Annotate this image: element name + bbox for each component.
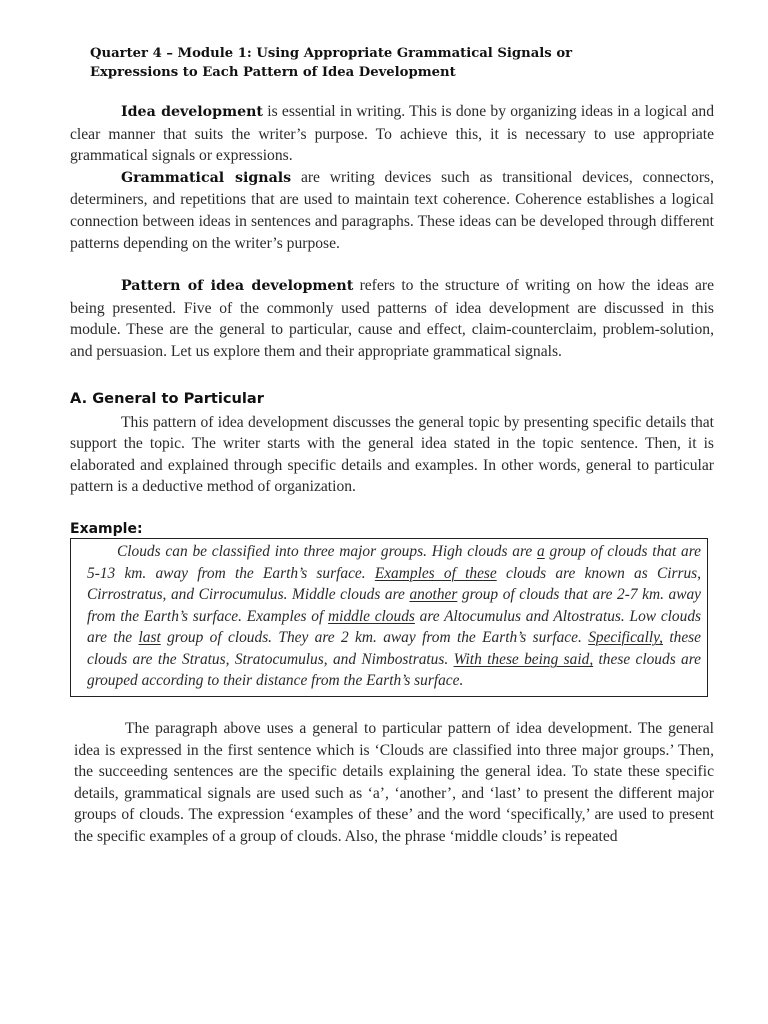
paragraph-grammatical-signals: [70, 167, 714, 254]
paragraph-pattern-of-idea-development: [70, 275, 714, 362]
module-title-line-2: Expressions to Each Pattern of Idea Development: [90, 65, 456, 80]
term-idea-development: Idea development: [121, 104, 263, 120]
example-text: Clouds can be classified into three major groups. High clouds are: [117, 542, 538, 560]
paragraph-general-to-particular: This pattern of idea development discusses the general topic by presenting specific details that support the topic. The writer starts with the general idea stated in the topic sentence. Then, it is elaborated and explained through specific details and examples. In other words, general to particular pattern is a deductive method of organization.: [70, 413, 714, 496]
example-text: group of clouds that are 2-7 km. away from the Earth’s surface. Examples of: [87, 586, 701, 625]
example-text: these clouds are grouped according to their distance from the Earth’s surface.: [87, 650, 701, 690]
term-pattern-of-idea-development: Pattern of idea development: [121, 278, 354, 295]
section-heading-general-to-particular: A. General to Particular: [70, 389, 264, 407]
underlined-signal: With these being said,: [453, 650, 594, 668]
example-label: Example:: [70, 520, 143, 537]
module-title: [90, 44, 714, 82]
example-text: group of clouds. They are 2 km. away from the Earth’s surface.: [160, 629, 589, 647]
module-title-line-1: Quarter 4 – Module 1: Using Appropriate Grammatical Signals or: [90, 46, 573, 61]
example-paragraph: [87, 541, 701, 692]
paragraph-text: is essential in writing. This is done by organizing ideas in a logical and clear manner that suits the writer’s purpose. To achieve this, it is necessary to use appropriate grammatical signals or expressions.: [70, 103, 714, 165]
underlined-signal: a: [537, 542, 545, 560]
example-box: [70, 538, 708, 697]
paragraph-example-explanation: The paragraph above uses a general to particular pattern of idea development. The general idea is expressed in the first sentence which is ‘Clouds are classified into three major groups.’ Then, the succeeding sentences are the specific details explaining the general idea. To state these specific details, grammatical signals are used such as ‘a’, ‘another’, and ‘last’ to present the different major groups of clouds. The expression ‘examples of these’ and the word ‘specifically,’ are used to present the specific examples of a group of clouds. Also, the phrase ‘middle clouds’ is repeated: [74, 720, 714, 846]
underlined-signal: middle clouds: [328, 607, 415, 625]
paragraph-text: are writing devices such as transitional devices, connectors, determiners, and repetitions that are used to maintain text coherence. Coherence establishes a logical connection between ideas in sentences and paragraphs. These ideas can be developed through different patterns depending on the writer’s purpose.: [70, 168, 715, 252]
underlined-signal: Examples of these: [374, 564, 497, 582]
term-grammatical-signals: Grammatical signals: [121, 169, 292, 186]
example-text: clouds are known as Cirrus, Cirrostratus, and Cirrocumulus. Middle clouds are: [87, 564, 701, 604]
example-text: these clouds are the Stratus, Stratocumulus, and Nimbostratus.: [87, 629, 701, 668]
underlined-signal: another: [409, 586, 458, 604]
example-text: group of clouds that are 5-13 km. away from the Earth’s surface.: [87, 542, 701, 582]
paragraph-idea-development: [70, 101, 714, 167]
example-text: are Altocumulus and Altostratus. Low clouds are the: [87, 607, 702, 647]
underlined-signal: last: [138, 629, 161, 647]
underlined-signal: Specifically,: [588, 629, 663, 647]
paragraph-text: refers to the structure of writing on how the ideas are being presented. Five of the commonly used patterns of idea development are discussed in this module. These are the general to particular, cause and effect, claim-counterclaim, problem-solution, and persuasion. Let us explore them and their appropriate grammatical signals.: [70, 277, 715, 360]
document-page: [70, 44, 714, 848]
